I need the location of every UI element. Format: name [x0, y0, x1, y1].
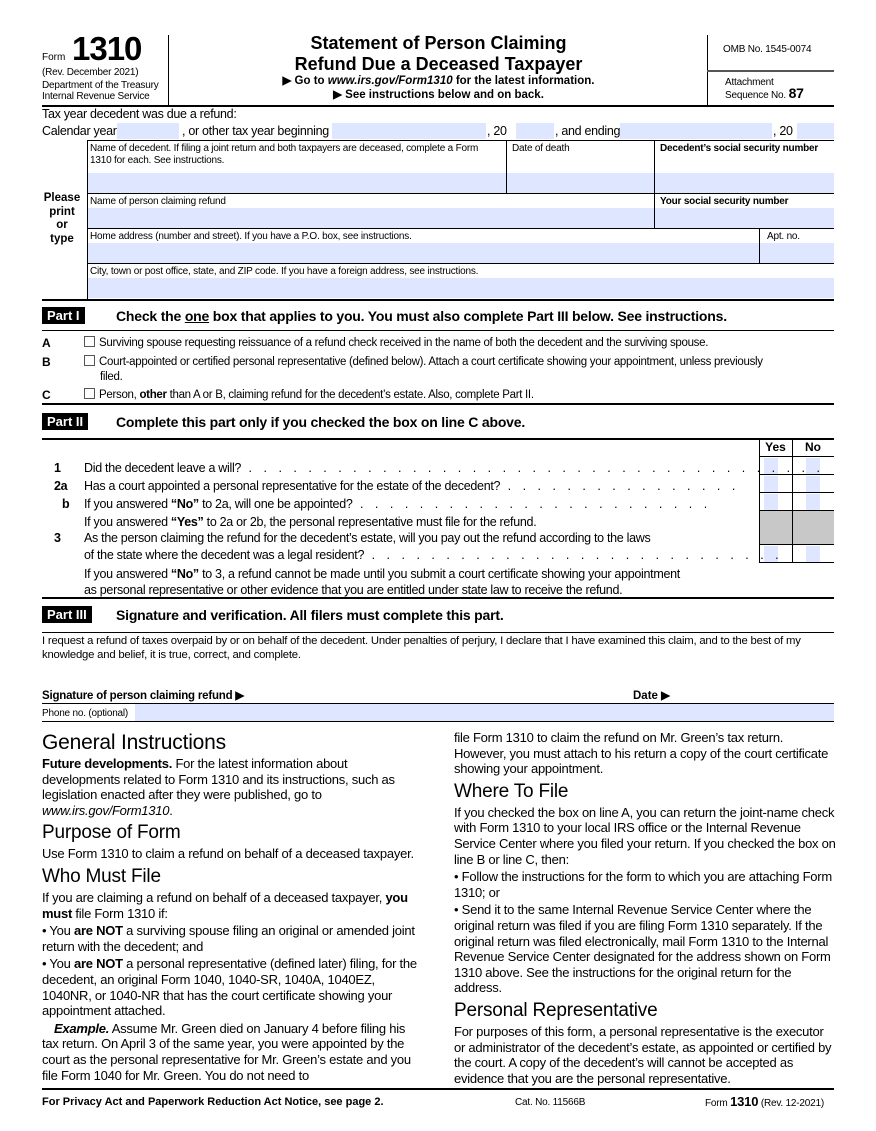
line-b: Court-appointed or certified personal representative (defined below). Attach a court certificate showing your appointment, unless previously filed. — [84, 355, 784, 385]
q2b-yes-checkbox[interactable] — [764, 494, 778, 510]
form-word: Form — [42, 52, 66, 63]
year-ending-input[interactable] — [620, 123, 772, 139]
revision: (Rev. December 2021) — [42, 67, 139, 78]
question-3: 3 As the person claiming the refund for the decedent’s estate, will you pay out the refund according to the laws of the state where the decedent was a legal resident? . . . . . . . . . . . . . . . . . . . . . . . . . . . . — [54, 531, 783, 562]
future-developments: Future developments. For the latest information about developments related to Form 1310 and its instructions, such as legislation enacted after they were published, go to www.irs.gov/Form1310. — [42, 756, 395, 818]
your-ssn-input[interactable] — [655, 208, 834, 228]
year-20-label-2: , 20 — [773, 124, 793, 138]
claimant-name-label: Name of person claiming refund — [90, 196, 226, 207]
part-2-title: Complete this part only if you checked the box on line C above. — [116, 414, 526, 430]
decedent-name-input[interactable] — [88, 173, 506, 193]
your-ssn-label: Your social security number — [660, 196, 789, 207]
line-a: Surviving spouse requesting reissuance of a refund check received in the name of both the decedent and the surviving spouse. — [84, 336, 708, 349]
instructions-left-column — [42, 728, 424, 1085]
part-3-title: Signature and verification. All filers must complete this part. — [116, 607, 504, 623]
question-2b: b If you answered “No” to 2a, will one be appointed? . . . . . . . . . . . . . . . . . . . . . . . . — [62, 497, 712, 511]
phone-input[interactable] — [135, 704, 834, 721]
decedent-ssn-label: Decedent’s social security number — [660, 143, 819, 154]
irs-link-2[interactable]: www.irs.gov/Form1310 — [42, 802, 170, 818]
decedent-ssn-input[interactable] — [655, 173, 834, 193]
q2b-no-checkbox[interactable] — [806, 494, 820, 510]
phone-label: Phone no. (optional) — [42, 708, 129, 719]
part-2-questions — [42, 459, 824, 598]
decedent-name-label: Name of decedent. If filing a joint return and both taxpayers are deceased, complete a Form 1310 for each. See instructions. — [90, 143, 479, 166]
q2a-no-checkbox[interactable] — [806, 476, 820, 492]
tax-year-label: Tax year decedent was due a refund: — [42, 107, 237, 121]
form-title: Statement of Person Claiming Refund Due a Deceased Taxpayer ▶ Go to www.irs.gov/Form1310 for the latest information. ▶ See instructions below and on back. — [282, 33, 595, 101]
year-ending-yy-input[interactable] — [797, 123, 834, 139]
who-bullet-2: • You are NOT a personal representative (defined later) filing, for the decedent, an original Form 1040, 1040-SR, 1040A, 1040EZ, 1040NR, or 1040-NR that has the court certificate showing your appointment attached. — [42, 956, 417, 1019]
apt-no-input[interactable] — [760, 243, 834, 263]
signature-label: Signature of person claiming refund ▶ — [42, 690, 245, 702]
question-2a: 2a Has a court appointed a personal representative for the estate of the decedent? . . . . . . . . . . . . . . . . — [54, 479, 740, 493]
purpose-heading: Purpose of Form — [42, 822, 181, 844]
attachment-sequence: Attachment Sequence No. 87 — [725, 77, 804, 101]
date-of-death-label: Date of death — [512, 143, 570, 154]
footer-form-id: Form 1310 (Rev. 12-2021) — [705, 1094, 824, 1109]
where-to-file-heading: Where To File — [454, 780, 569, 802]
privacy-notice: For Privacy Act and Paperwork Reduction Act Notice, see page 2. — [42, 1096, 384, 1108]
date-of-death-input[interactable] — [507, 173, 654, 193]
cat-number: Cat. No. 11566B — [515, 1097, 586, 1108]
calendar-year-input[interactable] — [117, 123, 179, 139]
no-header: No — [805, 440, 821, 454]
example-continued: file Form 1310 to claim the refund on Mr. Green’s tax return. However, you must attach to his return a copy of the court certificate showing your appointment. — [454, 730, 829, 777]
line-b-checkbox[interactable] — [84, 355, 95, 366]
form-number: 1310 — [72, 30, 142, 67]
line-c-checkbox[interactable] — [84, 388, 95, 399]
purpose-text: Use Form 1310 to claim a refund on behalf of a deceased taxpayer. — [42, 846, 414, 862]
year-beginning-input[interactable] — [332, 123, 486, 139]
home-address-input[interactable] — [88, 243, 759, 263]
irs-link[interactable]: www.irs.gov/Form1310 — [327, 75, 453, 87]
where-bullet-1: • Follow the instructions for the form to which you are attaching Form 1310; or — [454, 869, 832, 900]
question-1: 1 Did the decedent leave a will? . . . . . . . . . . . . . . . . . . . . . . . . . . . . . . . . . . . . . . . — [54, 461, 824, 475]
personal-representative-text: For purposes of this form, a personal representative is the executor or administrator of the decedent’s estate, as appointed or certified by the court. A copy of the decedent’s will cannot be accepted as evidence that you are the personal representative. — [454, 1023, 832, 1086]
part-3-label: Part III — [42, 606, 92, 623]
instructions-right-column — [454, 730, 836, 1088]
calendar-year-label: Calendar year — [42, 124, 117, 138]
claimant-name-input[interactable] — [88, 208, 654, 228]
date-field[interactable] — [675, 672, 834, 702]
part-2-label: Part II — [42, 413, 88, 430]
apt-no-label: Apt. no. — [767, 231, 800, 242]
who-must-file-text: If you are claiming a refund on behalf of a deceased taxpayer, you must file Form 1310 if: — [42, 889, 408, 921]
who-bullet-1: • You are NOT a surviving spouse filing an original or amended joint return with the decedent; and — [42, 923, 415, 954]
year-20-label: , 20 — [487, 124, 507, 138]
line-b-letter: B — [42, 355, 51, 369]
where-bullet-2: • Send it to the same Internal Revenue Service Center where the original return was filed if you are filing Form 1310 separately. If the original return was filed electronically, mail Form 1310 to the Internal Revenue Service Center designated for the address shown on Form 1310 above. See the instructions for the original return for the address. — [454, 902, 831, 996]
please-print-label: Please print or type — [43, 192, 81, 245]
part-1-label: Part I — [42, 307, 85, 324]
other-year-label: , or other tax year beginning — [182, 124, 329, 138]
omb-number: OMB No. 1545-0074 — [723, 44, 812, 55]
note-2: If you answered “Yes” to 2a or 2b, the personal representative must file for the refund. — [84, 515, 537, 529]
year-beginning-yy-input[interactable] — [516, 123, 554, 139]
home-address-label: Home address (number and street). If you have a P.O. box, see instructions. — [90, 231, 412, 242]
city-label: City, town or post office, state, and ZIP code. If you have a foreign address, see instructions. — [90, 266, 479, 277]
line-c: Person, other than A or B, claiming refund for the decedent’s estate. Also, complete Part II. — [84, 388, 534, 401]
personal-representative-heading: Personal Representative — [454, 999, 658, 1021]
declaration-text: I request a refund of taxes overpaid by or on behalf of the decedent. Under penalties of perjury, I declare that I have examined this claim, and to the best of my knowledge and belief, it is true, correct, and complete. — [42, 635, 801, 661]
signature-field[interactable] — [42, 672, 632, 702]
example-text: Example. Assume Mr. Green died on January 4 before filing his tax return. On April 3 of the same year, you were appointed by the court as the personal representative for Mr. Green’s estate and you file Form 1040 for Mr. Green. You do not need to — [42, 1020, 411, 1083]
city-input[interactable] — [88, 278, 834, 298]
yes-header: Yes — [765, 440, 786, 454]
line-a-letter: A — [42, 336, 51, 350]
and-ending-label: , and ending — [555, 124, 621, 138]
q3-no-checkbox[interactable] — [806, 546, 820, 562]
date-label: Date ▶ — [633, 690, 670, 702]
who-must-file-heading: Who Must File — [42, 865, 161, 887]
line-a-checkbox[interactable] — [84, 336, 95, 347]
department: Department of the Treasury Internal Revenue Service — [42, 80, 159, 102]
where-to-file-text: If you checked the box on line A, you can return the joint-name check with Form 1310 to your local IRS office or the Internal Revenue Service Center where you filed your return. If you checked the box on line B or line C, then: — [454, 804, 836, 867]
note-3: If you answered “No” to 3, a refund cannot be made until you submit a court certificate showing your appointment as personal representative or other evidence that you are entitled under state law to receive the refund. — [84, 567, 680, 597]
q2a-yes-checkbox[interactable] — [764, 476, 778, 492]
line-c-letter: C — [42, 388, 51, 402]
general-instructions-heading: General Instructions — [42, 731, 226, 754]
part-1-title: Check the one box that applies to you. You must also complete Part III below. See instructions. — [116, 308, 727, 324]
